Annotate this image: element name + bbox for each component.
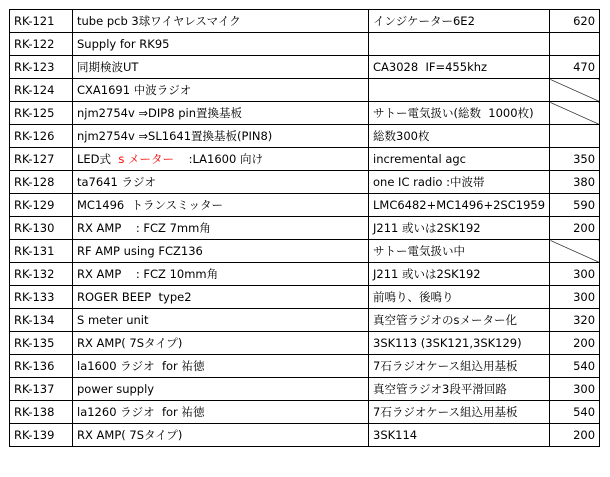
table-row — [10, 33, 600, 56]
kit-id-cell: RK-137 — [10, 378, 73, 401]
kit-note-cell: J211 或いは2SK192 — [369, 263, 550, 286]
kit-note-cell: 3SK114 — [369, 424, 550, 447]
table-row — [10, 148, 600, 171]
kit-id-cell: RK-122 — [10, 33, 73, 56]
kit-name-cell: ta7641 ラジオ — [73, 171, 369, 194]
kit-name-cell — [73, 148, 369, 171]
kit-name-cell: RX AMP( 7Sタイプ) — [73, 424, 369, 447]
kit-note-cell: CA3028 IF=455khz — [369, 56, 550, 79]
kit-note-cell — [369, 79, 550, 102]
kit-name-suffix: :LA1600 向け — [174, 152, 263, 166]
table-row — [10, 286, 600, 309]
table-row — [10, 378, 600, 401]
kit-name-cell: RF AMP using FCZ136 — [73, 240, 369, 263]
kit-note-cell: one IC radio :中波帯 — [369, 171, 550, 194]
kit-note-cell: 前鳴り、後鳴り — [369, 286, 550, 309]
kit-id-cell: RK-139 — [10, 424, 73, 447]
kit-name-cell: CXA1691 中波ラジオ — [73, 79, 369, 102]
table-row — [10, 171, 600, 194]
kit-price-cell: 350 — [550, 148, 600, 171]
kit-price-cell: 470 — [550, 56, 600, 79]
kit-note-cell: 真空管ラジオ3段平滑回路 — [369, 378, 550, 401]
kit-price-cell — [550, 125, 600, 148]
kit-price-cell — [550, 240, 600, 263]
table-row — [10, 332, 600, 355]
kit-note-cell: サトー電気扱い中 — [369, 240, 550, 263]
kit-id-cell: RK-130 — [10, 217, 73, 240]
kit-price-cell: 300 — [550, 286, 600, 309]
kit-note-cell: LMC6482+MC1496+2SC1959 — [369, 194, 550, 217]
kit-note-cell: 3SK113 (3SK121,3SK129) — [369, 332, 550, 355]
kit-price-cell: 380 — [550, 171, 600, 194]
kit-name-cell: Supply for RK95 — [73, 33, 369, 56]
table-row — [10, 355, 600, 378]
kit-list-table — [9, 9, 600, 447]
table-row — [10, 56, 600, 79]
kit-price-cell — [550, 102, 600, 125]
kit-note-cell: 7石ラジオケース組込用基板 — [369, 355, 550, 378]
kit-name-cell: tube pcb 3球ワイヤレスマイク — [73, 10, 369, 33]
kit-price-cell: 590 — [550, 194, 600, 217]
kit-price-cell — [550, 79, 600, 102]
kit-note-cell: incremental agc — [369, 148, 550, 171]
kit-price-cell: 200 — [550, 424, 600, 447]
kit-price-cell: 300 — [550, 378, 600, 401]
kit-name-prefix: LED式 — [77, 152, 119, 166]
kit-id-cell: RK-123 — [10, 56, 73, 79]
table-row — [10, 10, 600, 33]
kit-name-cell: S meter unit — [73, 309, 369, 332]
kit-price-cell: 200 — [550, 332, 600, 355]
kit-note-cell: 総数300枚 — [369, 125, 550, 148]
kit-id-cell: RK-125 — [10, 102, 73, 125]
kit-name-cell: 同期検波UT — [73, 56, 369, 79]
table-row — [10, 125, 600, 148]
kit-price-cell: 620 — [550, 10, 600, 33]
kit-note-cell: J211 或いは2SK192 — [369, 217, 550, 240]
kit-name-cell: MC1496 トランスミッター — [73, 194, 369, 217]
kit-name-cell: njm2754v ⇒DIP8 pin置換基板 — [73, 102, 369, 125]
kit-name-highlight: s メーター — [118, 152, 174, 166]
kit-name-cell: la1600 ラジオ for 祐徳 — [73, 355, 369, 378]
kit-price-cell: 300 — [550, 263, 600, 286]
table-row — [10, 217, 600, 240]
kit-name-cell: RX AMP( 7Sタイプ) — [73, 332, 369, 355]
kit-price-cell: 320 — [550, 309, 600, 332]
kit-name-cell: RX AMP : FCZ 7mm角 — [73, 217, 369, 240]
kit-note-cell — [369, 33, 550, 56]
table-row — [10, 194, 600, 217]
kit-price-cell: 540 — [550, 401, 600, 424]
kit-id-cell: RK-121 — [10, 10, 73, 33]
kit-note-cell: 7石ラジオケース組込用基板 — [369, 401, 550, 424]
kit-list-body — [10, 10, 600, 447]
kit-id-cell: RK-124 — [10, 79, 73, 102]
kit-name-cell: la1260 ラジオ for 祐徳 — [73, 401, 369, 424]
kit-note-cell: 真空管ラジオのsメーター化 — [369, 309, 550, 332]
kit-id-cell: RK-134 — [10, 309, 73, 332]
kit-id-cell: RK-135 — [10, 332, 73, 355]
kit-id-cell: RK-133 — [10, 286, 73, 309]
kit-name-cell: RX AMP : FCZ 10mm角 — [73, 263, 369, 286]
table-row — [10, 263, 600, 286]
kit-name-cell: ROGER BEEP type2 — [73, 286, 369, 309]
kit-id-cell: RK-129 — [10, 194, 73, 217]
table-row — [10, 240, 600, 263]
kit-id-cell: RK-127 — [10, 148, 73, 171]
kit-price-cell — [550, 33, 600, 56]
kit-id-cell: RK-128 — [10, 171, 73, 194]
kit-id-cell: RK-138 — [10, 401, 73, 424]
table-row — [10, 309, 600, 332]
kit-id-cell: RK-136 — [10, 355, 73, 378]
table-row — [10, 102, 600, 125]
table-row — [10, 79, 600, 102]
kit-id-cell: RK-126 — [10, 125, 73, 148]
kit-note-cell: サトー電気扱い(総数 1000枚) — [369, 102, 550, 125]
kit-name-cell: power supply — [73, 378, 369, 401]
kit-id-cell: RK-132 — [10, 263, 73, 286]
kit-price-cell: 540 — [550, 355, 600, 378]
kit-price-cell: 200 — [550, 217, 600, 240]
table-row — [10, 424, 600, 447]
kit-id-cell: RK-131 — [10, 240, 73, 263]
table-row — [10, 401, 600, 424]
kit-name-cell: njm2754v ⇒SL1641置換基板(PIN8) — [73, 125, 369, 148]
kit-note-cell: インジケーター6E2 — [369, 10, 550, 33]
